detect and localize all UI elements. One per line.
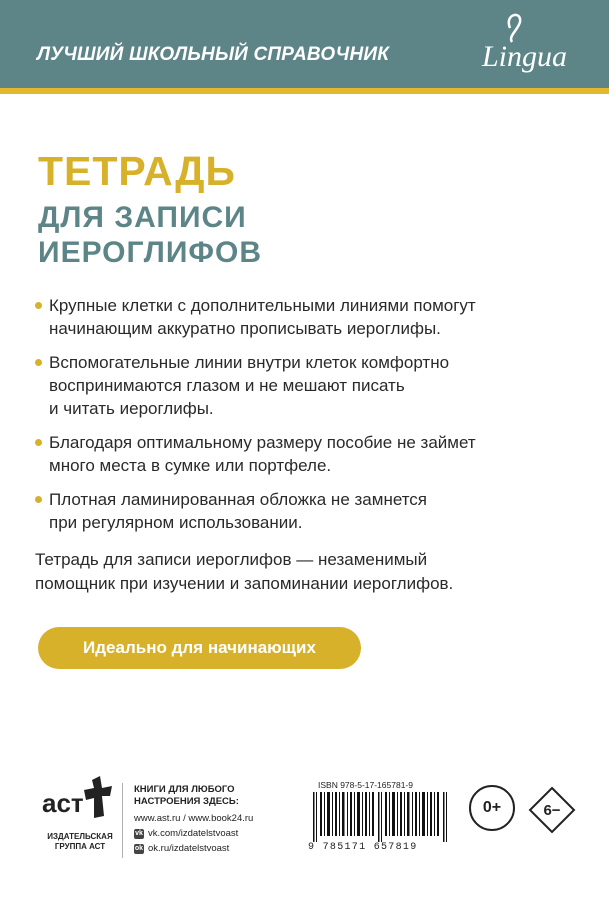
feature-line: воспринимаются глазом и не мешают писать (49, 376, 405, 395)
page-title: ТЕТРАДЬ (38, 148, 236, 194)
feature-line: Вспомогательные линии внутри клеток комфортно (49, 353, 450, 372)
series-title: ЛУЧШИЙ ШКОЛЬНЫЙ СПРАВОЧНИК (37, 44, 390, 65)
feature-item (35, 294, 595, 340)
ean-number: 9 785171 657819 (308, 842, 418, 853)
books-heading-line: НАСТРОЕНИЯ ЗДЕСЬ: (134, 796, 239, 807)
paragraph-line: помощник при изучении и запоминании иероглифов. (35, 574, 454, 593)
ast-logo-text: аст (42, 788, 84, 818)
beginners-badge: Идеально для начинающих (38, 627, 361, 669)
publisher-links (134, 811, 253, 856)
bullet-dot-icon (35, 359, 42, 366)
feature-item (35, 351, 595, 420)
bullet-dot-icon (35, 302, 42, 309)
footer-divider (122, 783, 123, 858)
feature-line: при регулярном использовании. (49, 513, 303, 532)
bullet-dot-icon (35, 496, 42, 503)
lingua-logo (476, 8, 596, 82)
ok-icon: ok (134, 844, 144, 852)
summary-paragraph (35, 548, 595, 596)
header-accent-line (0, 88, 609, 94)
feature-item (35, 488, 595, 534)
lingua-logo-text: Lingua (482, 40, 568, 73)
books-heading (134, 784, 239, 808)
feature-list (35, 294, 595, 545)
barcode-icon (307, 792, 457, 842)
link-row[interactable] (134, 826, 253, 841)
page-subtitle (38, 200, 262, 270)
link-text[interactable]: ok.ru/izdatelstvoast (148, 843, 230, 854)
feature-line: Крупные клетки с дополнительными линиями помогут (49, 296, 476, 315)
feature-line: Плотная ламинированная обложка не замнется (49, 490, 428, 509)
publisher-caption-line: ИЗДАТЕЛЬСКАЯ (47, 832, 113, 841)
age-rating-diamond-label: 6− (543, 801, 561, 819)
link-row[interactable] (134, 811, 253, 826)
publisher-caption-line: ГРУППА АСТ (54, 842, 106, 851)
feature-line: Благодаря оптимальному размеру пособие не займет (49, 433, 476, 452)
age-rating-circle: 0+ (469, 785, 515, 831)
link-text[interactable]: vk.com/izdatelstvoast (148, 828, 239, 839)
isbn-label: ISBN 978-5-17-165781-9 (318, 780, 413, 790)
feature-line: и читать иероглифы. (49, 399, 214, 418)
bullet-dot-icon (35, 439, 42, 446)
link-row[interactable] (134, 841, 253, 856)
books-heading-line: КНИГИ ДЛЯ ЛЮБОГО (134, 784, 235, 795)
feature-line: много места в сумке или портфеле. (49, 456, 332, 475)
feature-item (35, 431, 595, 477)
vk-icon: vk (135, 829, 143, 837)
link-text[interactable]: www.ast.ru / www.book24.ru (134, 813, 254, 824)
subtitle-line-2: ИЕРОГЛИФОВ (38, 236, 262, 269)
publisher-caption (40, 832, 120, 852)
feature-line: начинающим аккуратно прописывать иероглифы. (49, 319, 441, 338)
subtitle-line-1: ДЛЯ ЗАПИСИ (38, 201, 247, 234)
paragraph-line: Тетрадь для записи иероглифов — незаменимый (35, 550, 428, 569)
